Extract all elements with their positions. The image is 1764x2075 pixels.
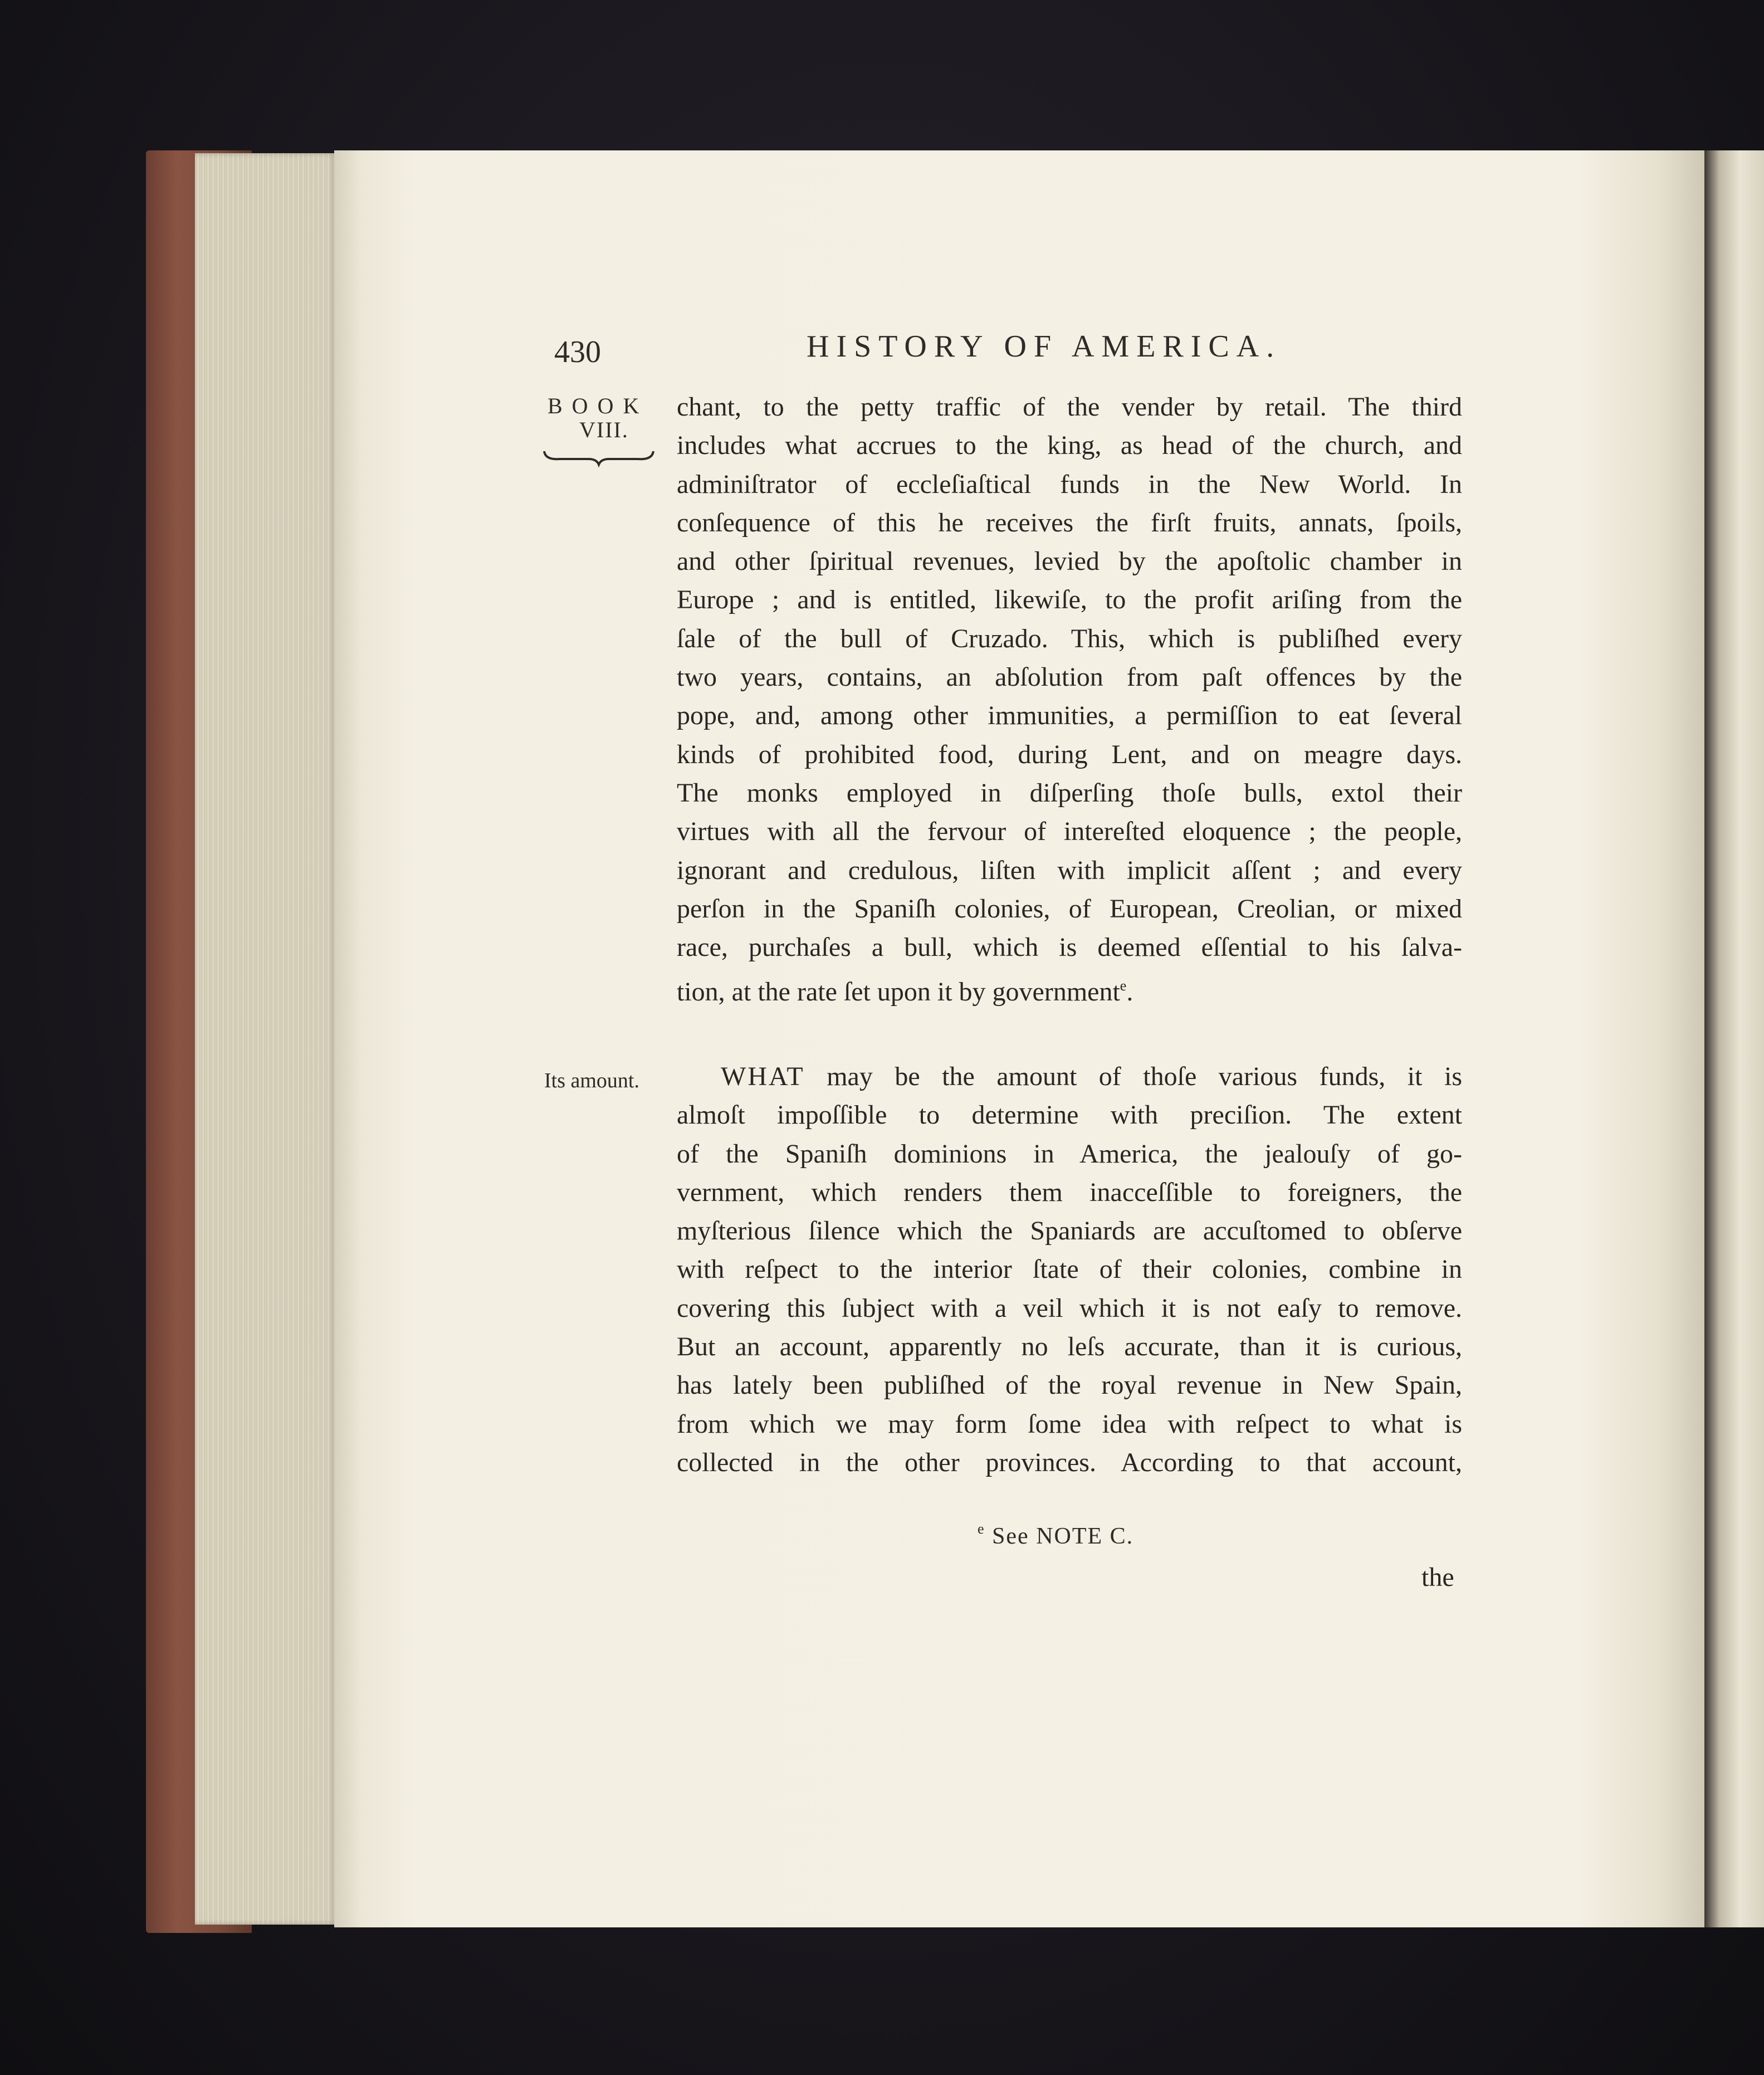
text-line: and other ſpiritual revenues, levied by the apoſtolic chamber in	[677, 546, 1462, 577]
text-line: virtues with all the fervour of intereſted eloquence ; the people,	[677, 817, 1462, 847]
page-edges	[195, 153, 337, 1925]
margin-note: Its amount.	[544, 1069, 639, 1092]
text-line: Europe ; and is entitled, likewiſe, to the profit ariſing from the	[677, 585, 1462, 615]
text-line: two years, contains, an abſolution from paſt offences by the	[677, 662, 1462, 692]
running-title: HISTORY OF AMERICA.	[807, 329, 1282, 364]
text-line: conſequence of this he receives the firſt fruits, annats, ſpoils,	[677, 507, 1462, 538]
lead-word: WHAT	[721, 1062, 805, 1091]
text-line: almoſt impoſſible to determine with preciſion. The extent	[677, 1100, 1462, 1130]
text-line: may be the amount of thoſe various funds, it is	[827, 1062, 1462, 1091]
brace-ornament	[543, 446, 654, 468]
text-line: The monks employed in diſperſing thoſe bulls, extol their	[677, 778, 1462, 808]
page-gutter	[1704, 150, 1764, 1927]
text-line: pope, and, among other immunities, a permiſſion to eat ſeveral	[677, 701, 1462, 731]
text-line: myſterious ſilence which the Spaniards are accuſtomed to obſerve	[677, 1216, 1462, 1246]
text-line: vernment, which renders them inacceſſible to foreigners, the	[677, 1177, 1462, 1207]
text-line: covering this ſubject with a veil which it is not eaſy to remove.	[677, 1293, 1462, 1323]
text-line-last: tion, at the rate ſet upon it by government$^e$.	[677, 977, 1133, 1007]
text-line: has lately been publiſhed of the royal revenue in New Spain,	[677, 1370, 1462, 1400]
text-line: from which we may form ſome idea with reſpect to what is	[677, 1409, 1462, 1439]
text-line: includes what accrues to the king, as head of the church, and	[677, 431, 1462, 461]
footnote	[978, 1521, 1133, 1550]
text-line: of the Spaniſh dominions in America, the jealouſy of go-	[677, 1139, 1462, 1169]
text-line: perſon in the Spaniſh colonies, of European, Creolian, or mixed	[677, 894, 1462, 924]
paragraph-1	[677, 388, 1462, 1005]
text-line: But an account, apparently no leſs accurate, than it is curious,	[677, 1332, 1462, 1362]
footnote-marker: e	[978, 1521, 985, 1537]
footnote-marker: e	[1120, 978, 1127, 994]
text-line-first	[677, 1057, 1462, 1096]
text-line: with reſpect to the interior ſtate of their colonies, combine in	[677, 1254, 1462, 1285]
text-line: ignorant and credulous, liſten with implicit aſſent ; and every	[677, 855, 1462, 885]
footnote-text: See NOTE C.	[992, 1524, 1134, 1549]
text-line: ſale of the bull of Cruzado. This, which is publiſhed every	[677, 623, 1462, 653]
page-number: 430	[554, 335, 601, 369]
text-line: collected in the other provinces. According to that account,	[677, 1447, 1462, 1477]
text-line: tion, at the rate ſet upon it by government	[677, 977, 1120, 1007]
text-line: kinds of prohibited food, during Lent, and on meagre days.	[677, 739, 1462, 769]
book-label: BOOK	[548, 393, 649, 418]
catchword: the	[1421, 1563, 1454, 1592]
book-volume: VIII.	[579, 417, 629, 442]
text-line: adminiſtrator of eccleſiaſtical funds in the New World. In	[677, 469, 1462, 499]
paragraph-2	[677, 1057, 1462, 1482]
text-line: chant, to the petty traffic of the vender by retail. The third	[677, 392, 1462, 422]
text-line: race, purchaſes a bull, which is deemed eſſential to his ſalva-	[677, 932, 1462, 963]
